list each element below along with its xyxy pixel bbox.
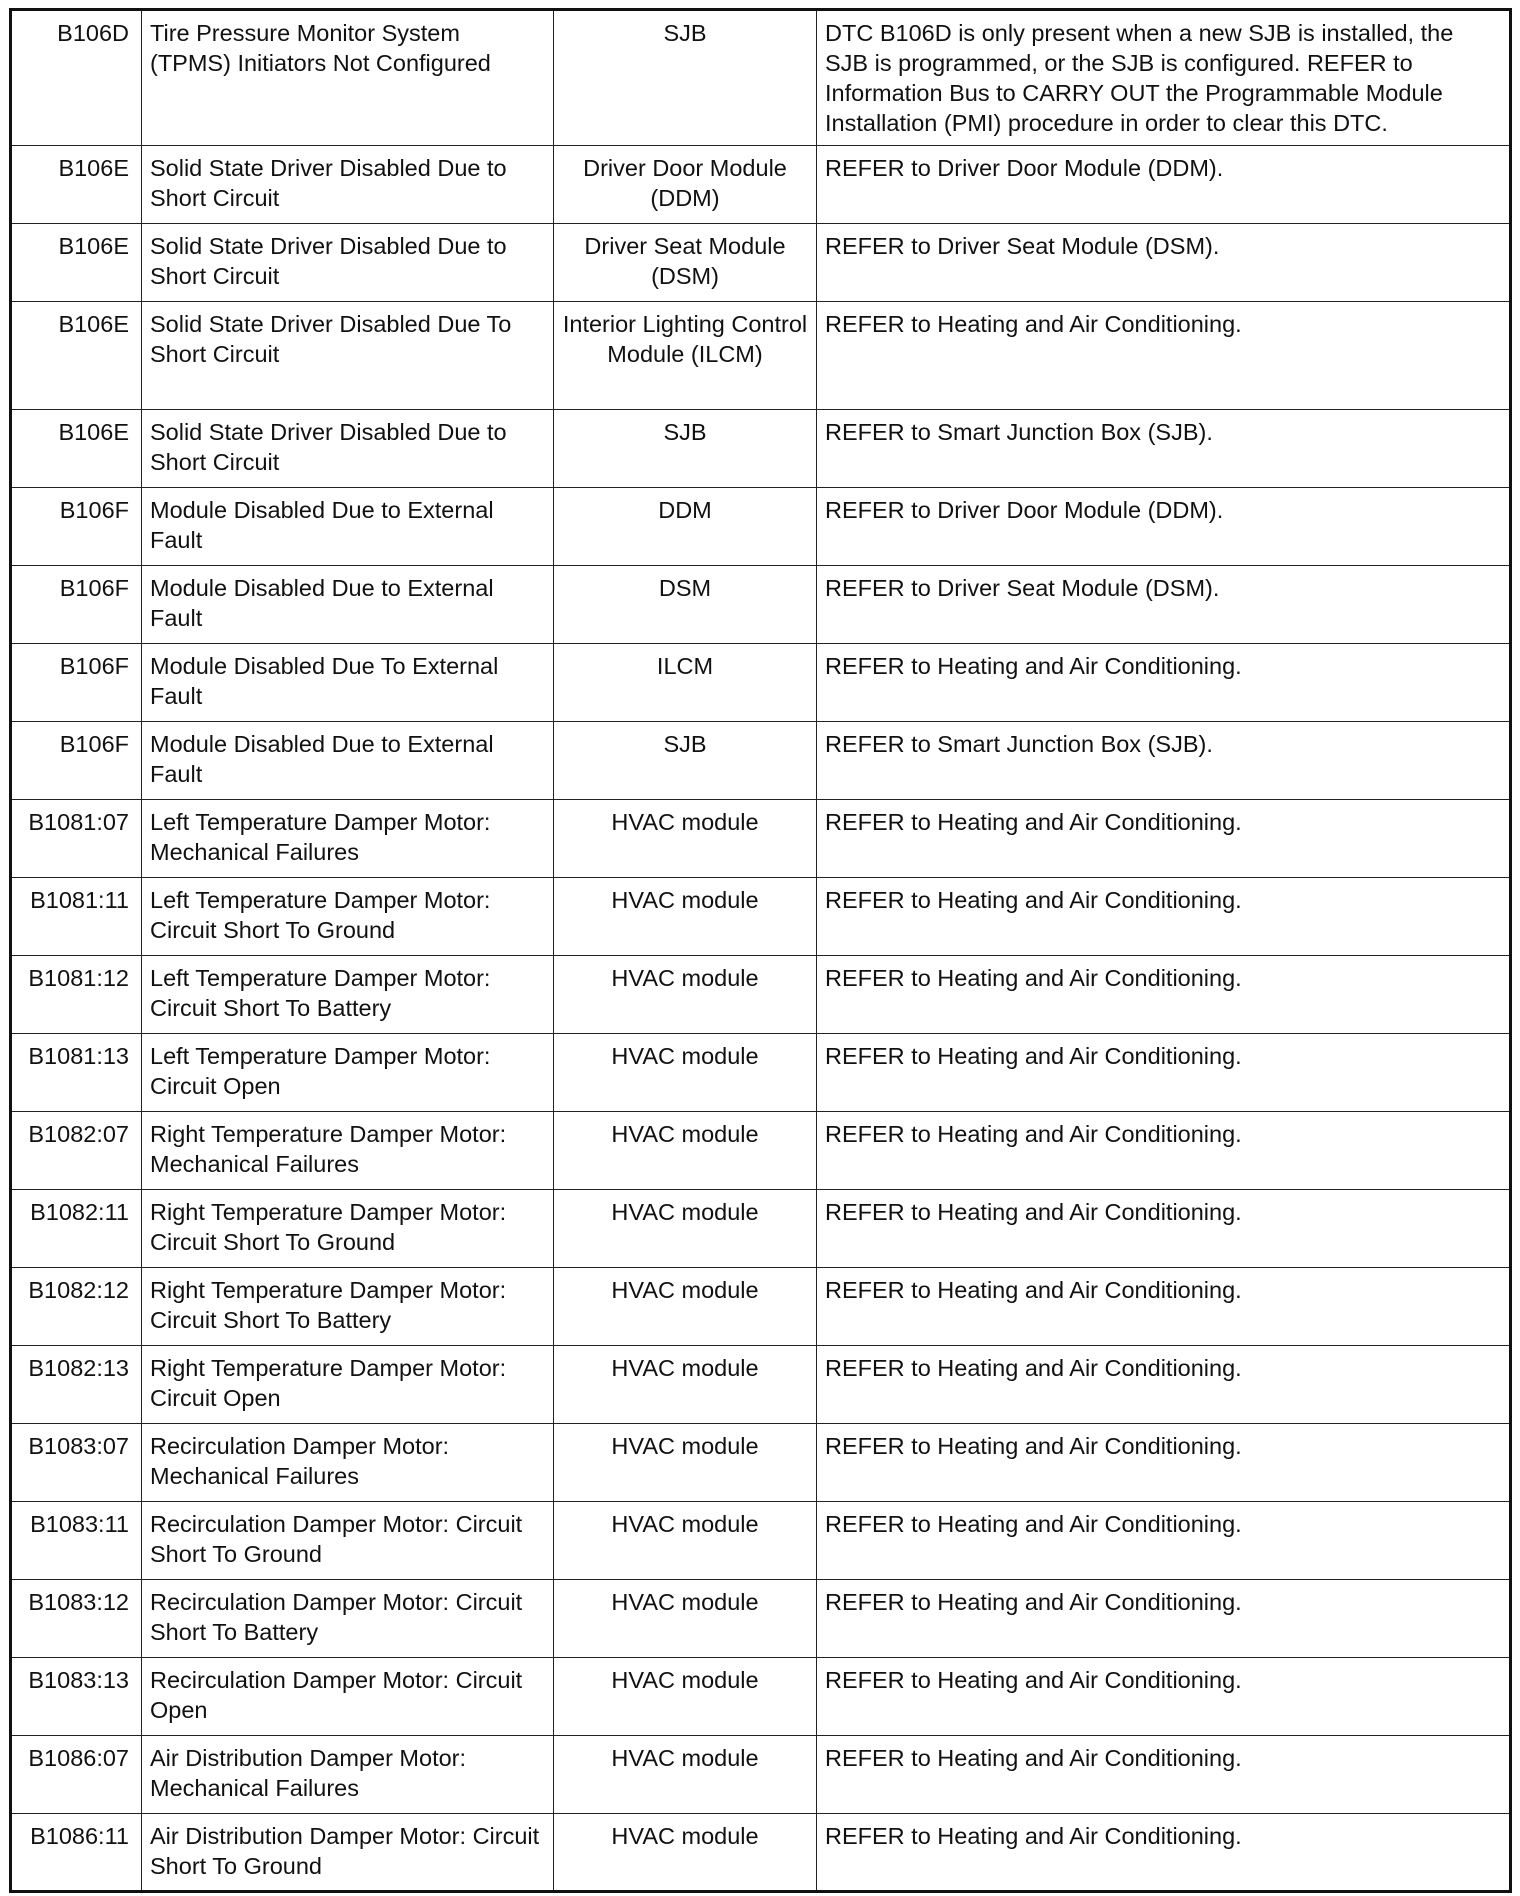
module-cell: DDM bbox=[554, 488, 817, 566]
action-cell: REFER to Smart Junction Box (SJB). bbox=[817, 722, 1511, 800]
module-cell: HVAC module bbox=[554, 1736, 817, 1814]
action-cell: REFER to Heating and Air Conditioning. bbox=[817, 1190, 1511, 1268]
action-cell: REFER to Heating and Air Conditioning. bbox=[817, 644, 1511, 722]
module-cell: HVAC module bbox=[554, 1814, 817, 1892]
action-cell: REFER to Heating and Air Conditioning. bbox=[817, 1346, 1511, 1424]
description-cell: Right Temperature Damper Motor: Circuit Short To Battery bbox=[142, 1268, 554, 1346]
table-row bbox=[11, 800, 1511, 878]
module-cell: HVAC module bbox=[554, 1268, 817, 1346]
action-cell: REFER to Heating and Air Conditioning. bbox=[817, 1034, 1511, 1112]
action-cell: REFER to Heating and Air Conditioning. bbox=[817, 956, 1511, 1034]
module-cell: Interior Lighting Control Module (ILCM) bbox=[554, 302, 817, 410]
module-cell: SJB bbox=[554, 410, 817, 488]
dtc-code-cell: B1082:11 bbox=[11, 1190, 142, 1268]
module-cell: DSM bbox=[554, 566, 817, 644]
description-cell: Module Disabled Due to External Fault bbox=[142, 488, 554, 566]
action-cell: REFER to Driver Door Module (DDM). bbox=[817, 146, 1511, 224]
description-cell: Air Distribution Damper Motor: Mechanical Failures bbox=[142, 1736, 554, 1814]
action-cell: REFER to Smart Junction Box (SJB). bbox=[817, 410, 1511, 488]
module-cell: HVAC module bbox=[554, 1658, 817, 1736]
dtc-code-cell: B106F bbox=[11, 488, 142, 566]
table-row bbox=[11, 722, 1511, 800]
dtc-code-cell: B1082:13 bbox=[11, 1346, 142, 1424]
table-row bbox=[11, 878, 1511, 956]
description-cell: Tire Pressure Monitor System (TPMS) Initiators Not Configured bbox=[142, 10, 554, 146]
description-cell: Right Temperature Damper Motor: Circuit Short To Ground bbox=[142, 1190, 554, 1268]
table-row bbox=[11, 1502, 1511, 1580]
table-row bbox=[11, 146, 1511, 224]
description-cell: Right Temperature Damper Motor: Mechanical Failures bbox=[142, 1112, 554, 1190]
module-cell: Driver Seat Module (DSM) bbox=[554, 224, 817, 302]
dtc-code-cell: B1083:12 bbox=[11, 1580, 142, 1658]
table-row bbox=[11, 644, 1511, 722]
dtc-code-cell: B1086:11 bbox=[11, 1814, 142, 1892]
action-cell: REFER to Heating and Air Conditioning. bbox=[817, 302, 1511, 410]
dtc-code-cell: B106E bbox=[11, 146, 142, 224]
table-row bbox=[11, 1736, 1511, 1814]
table-row bbox=[11, 1658, 1511, 1736]
module-cell: ILCM bbox=[554, 644, 817, 722]
module-cell: HVAC module bbox=[554, 878, 817, 956]
dtc-code-cell: B1082:12 bbox=[11, 1268, 142, 1346]
description-cell: Solid State Driver Disabled Due to Short Circuit bbox=[142, 410, 554, 488]
action-cell: DTC B106D is only present when a new SJB is installed, the SJB is programmed, or the SJB is configured. REFER to Information Bus to CARRY OUT the Programmable Module Installation (PMI) procedure in order to clear this DTC. bbox=[817, 10, 1511, 146]
table-row bbox=[11, 1112, 1511, 1190]
dtc-code-cell: B1082:07 bbox=[11, 1112, 142, 1190]
table-row bbox=[11, 410, 1511, 488]
description-cell: Left Temperature Damper Motor: Circuit Short To Ground bbox=[142, 878, 554, 956]
description-cell: Recirculation Damper Motor: Circuit Short To Battery bbox=[142, 1580, 554, 1658]
dtc-code-cell: B106D bbox=[11, 10, 142, 146]
module-cell: HVAC module bbox=[554, 1580, 817, 1658]
module-cell: SJB bbox=[554, 722, 817, 800]
table-row bbox=[11, 488, 1511, 566]
dtc-code-cell: B1083:11 bbox=[11, 1502, 142, 1580]
action-cell: REFER to Heating and Air Conditioning. bbox=[817, 1268, 1511, 1346]
module-cell: Driver Door Module (DDM) bbox=[554, 146, 817, 224]
action-cell: REFER to Heating and Air Conditioning. bbox=[817, 1424, 1511, 1502]
description-cell: Right Temperature Damper Motor: Circuit Open bbox=[142, 1346, 554, 1424]
dtc-code-cell: B106E bbox=[11, 224, 142, 302]
action-cell: REFER to Heating and Air Conditioning. bbox=[817, 1580, 1511, 1658]
dtc-code-cell: B106E bbox=[11, 410, 142, 488]
description-cell: Module Disabled Due to External Fault bbox=[142, 722, 554, 800]
table-row bbox=[11, 1190, 1511, 1268]
action-cell: REFER to Heating and Air Conditioning. bbox=[817, 800, 1511, 878]
module-cell: HVAC module bbox=[554, 956, 817, 1034]
table-row bbox=[11, 1268, 1511, 1346]
action-cell: REFER to Driver Seat Module (DSM). bbox=[817, 566, 1511, 644]
action-cell: REFER to Driver Door Module (DDM). bbox=[817, 488, 1511, 566]
table-row bbox=[11, 566, 1511, 644]
module-cell: HVAC module bbox=[554, 1190, 817, 1268]
description-cell: Air Distribution Damper Motor: Circuit Short To Ground bbox=[142, 1814, 554, 1892]
table-row bbox=[11, 1346, 1511, 1424]
description-cell: Left Temperature Damper Motor: Circuit Open bbox=[142, 1034, 554, 1112]
dtc-code-cell: B106E bbox=[11, 302, 142, 410]
dtc-code-cell: B106F bbox=[11, 722, 142, 800]
description-cell: Left Temperature Damper Motor: Circuit Short To Battery bbox=[142, 956, 554, 1034]
dtc-code-cell: B1081:07 bbox=[11, 800, 142, 878]
module-cell: HVAC module bbox=[554, 1346, 817, 1424]
table-row bbox=[11, 224, 1511, 302]
table-row bbox=[11, 1424, 1511, 1502]
table-row bbox=[11, 1580, 1511, 1658]
description-cell: Module Disabled Due to External Fault bbox=[142, 566, 554, 644]
action-cell: REFER to Heating and Air Conditioning. bbox=[817, 1112, 1511, 1190]
dtc-code-cell: B1083:07 bbox=[11, 1424, 142, 1502]
module-cell: SJB bbox=[554, 10, 817, 146]
action-cell: REFER to Heating and Air Conditioning. bbox=[817, 1814, 1511, 1892]
dtc-code-cell: B1081:12 bbox=[11, 956, 142, 1034]
description-cell: Solid State Driver Disabled Due To Short Circuit bbox=[142, 302, 554, 410]
table-row bbox=[11, 10, 1511, 146]
module-cell: HVAC module bbox=[554, 1502, 817, 1580]
dtc-code-cell: B1081:13 bbox=[11, 1034, 142, 1112]
action-cell: REFER to Heating and Air Conditioning. bbox=[817, 878, 1511, 956]
description-cell: Solid State Driver Disabled Due to Short Circuit bbox=[142, 146, 554, 224]
table-row bbox=[11, 302, 1511, 410]
description-cell: Recirculation Damper Motor: Circuit Short To Ground bbox=[142, 1502, 554, 1580]
table-row bbox=[11, 956, 1511, 1034]
dtc-code-cell: B1081:11 bbox=[11, 878, 142, 956]
module-cell: HVAC module bbox=[554, 1112, 817, 1190]
description-cell: Recirculation Damper Motor: Circuit Open bbox=[142, 1658, 554, 1736]
dtc-code-cell: B106F bbox=[11, 566, 142, 644]
dtc-code-cell: B1083:13 bbox=[11, 1658, 142, 1736]
dtc-table-body bbox=[11, 10, 1511, 1892]
action-cell: REFER to Driver Seat Module (DSM). bbox=[817, 224, 1511, 302]
dtc-code-cell: B106F bbox=[11, 644, 142, 722]
module-cell: HVAC module bbox=[554, 1034, 817, 1112]
description-cell: Recirculation Damper Motor: Mechanical Failures bbox=[142, 1424, 554, 1502]
table-row bbox=[11, 1814, 1511, 1892]
dtc-code-cell: B1086:07 bbox=[11, 1736, 142, 1814]
action-cell: REFER to Heating and Air Conditioning. bbox=[817, 1502, 1511, 1580]
action-cell: REFER to Heating and Air Conditioning. bbox=[817, 1658, 1511, 1736]
description-cell: Left Temperature Damper Motor: Mechanical Failures bbox=[142, 800, 554, 878]
description-cell: Solid State Driver Disabled Due to Short Circuit bbox=[142, 224, 554, 302]
action-cell: REFER to Heating and Air Conditioning. bbox=[817, 1736, 1511, 1814]
table-row bbox=[11, 1034, 1511, 1112]
module-cell: HVAC module bbox=[554, 800, 817, 878]
module-cell: HVAC module bbox=[554, 1424, 817, 1502]
dtc-table bbox=[9, 8, 1512, 1893]
description-cell: Module Disabled Due To External Fault bbox=[142, 644, 554, 722]
